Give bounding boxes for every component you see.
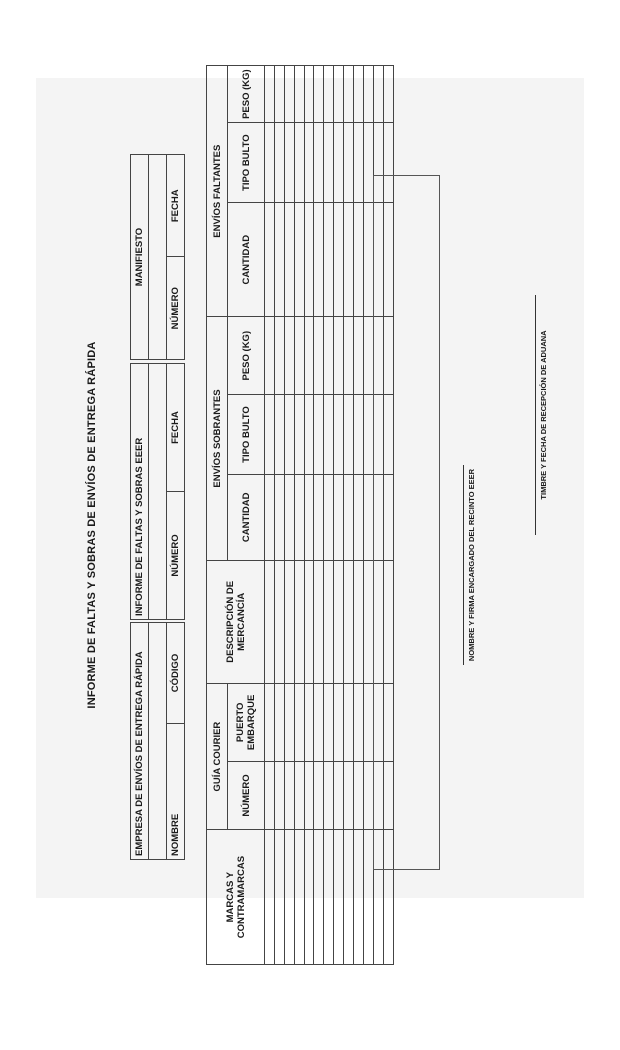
table-row: [294, 66, 304, 965]
table-cell[interactable]: [334, 761, 344, 830]
col-guia-puerto: PUERTO EMBARQUE: [228, 684, 265, 762]
table-cell[interactable]: [284, 560, 294, 683]
table-cell[interactable]: [314, 395, 324, 475]
table-cell[interactable]: [354, 684, 364, 762]
table-cell[interactable]: [284, 317, 294, 395]
col-envios-faltantes: ENVÍOS FALTANTES: [207, 66, 228, 317]
aduana-stamp-line: [535, 295, 536, 535]
table-cell[interactable]: [274, 684, 284, 762]
table-cell[interactable]: [265, 830, 275, 965]
table-cell[interactable]: [354, 761, 364, 830]
table-cell[interactable]: [344, 474, 354, 560]
table-row: [334, 66, 344, 965]
table-cell[interactable]: [344, 203, 354, 317]
table-cell[interactable]: [294, 123, 304, 203]
table-cell[interactable]: [314, 66, 324, 123]
report-header-table: [130, 363, 185, 620]
table-cell[interactable]: [363, 395, 373, 475]
table-cell[interactable]: [334, 317, 344, 395]
table-cell[interactable]: [344, 830, 354, 965]
table-cell[interactable]: [284, 830, 294, 965]
table-cell[interactable]: [284, 66, 294, 123]
table-cell[interactable]: [354, 395, 364, 475]
table-cell[interactable]: [354, 203, 364, 317]
table-cell[interactable]: [304, 395, 314, 475]
table-cell[interactable]: [363, 203, 373, 317]
table-cell[interactable]: [294, 474, 304, 560]
table-cell[interactable]: [344, 395, 354, 475]
col-envios-sobrantes: ENVÍOS SOBRANTES: [207, 317, 228, 560]
table-cell[interactable]: [304, 830, 314, 965]
table-cell[interactable]: [304, 684, 314, 762]
col-sobrantes-tipo-bulto: TIPO BULTO: [228, 395, 265, 475]
table-cell[interactable]: [344, 66, 354, 123]
col-marcas: MARCAS Y CONTRAMARCAS: [207, 830, 265, 965]
table-row: [304, 66, 314, 965]
table-cell[interactable]: [265, 474, 275, 560]
table-cell[interactable]: [354, 560, 364, 683]
table-cell[interactable]: [304, 560, 314, 683]
form-sheet: [80, 65, 560, 965]
table-cell[interactable]: [363, 684, 373, 762]
table-cell[interactable]: [344, 317, 354, 395]
table-cell[interactable]: [284, 203, 294, 317]
table-cell[interactable]: [274, 66, 284, 123]
table-cell[interactable]: [265, 684, 275, 762]
table-row: [363, 66, 373, 965]
table-cell[interactable]: [274, 395, 284, 475]
table-cell[interactable]: [294, 317, 304, 395]
table-cell[interactable]: [265, 761, 275, 830]
table-cell[interactable]: [354, 830, 364, 965]
table-cell[interactable]: [265, 123, 275, 203]
table-cell[interactable]: [324, 66, 334, 123]
table-row: [274, 66, 284, 965]
table-row: [284, 66, 294, 965]
table-cell[interactable]: [274, 203, 284, 317]
col-guia-numero: NÚMERO: [228, 761, 265, 830]
report-blank-cell[interactable]: [149, 364, 167, 620]
table-cell[interactable]: [344, 123, 354, 203]
table-cell[interactable]: [294, 66, 304, 123]
table-cell[interactable]: [284, 395, 294, 475]
table-cell[interactable]: [324, 830, 334, 965]
col-faltantes-tipo-bulto: TIPO BULTO: [228, 123, 265, 203]
table-cell[interactable]: [363, 830, 373, 965]
table-cell[interactable]: [363, 123, 373, 203]
table-cell[interactable]: [334, 395, 344, 475]
encargado-signature-caption: NOMBRE Y FIRMA ENCARGADO DEL RECINTO EEER: [467, 468, 476, 662]
table-cell[interactable]: [294, 684, 304, 762]
table-cell[interactable]: [354, 317, 364, 395]
table-cell[interactable]: [324, 203, 334, 317]
table-cell[interactable]: [324, 761, 334, 830]
table-cell[interactable]: [334, 66, 344, 123]
manifest-header: MANIFIESTO: [131, 155, 149, 360]
table-cell[interactable]: [265, 66, 275, 123]
table-cell[interactable]: [265, 560, 275, 683]
table-cell[interactable]: [324, 317, 334, 395]
table-cell[interactable]: [274, 474, 284, 560]
table-cell[interactable]: [314, 761, 324, 830]
table-cell[interactable]: [314, 560, 324, 683]
table-cell[interactable]: [265, 317, 275, 395]
table-cell[interactable]: [324, 560, 334, 683]
table-cell[interactable]: [344, 560, 354, 683]
col-faltantes-peso: PESO (KG): [228, 66, 265, 123]
table-cell[interactable]: [284, 761, 294, 830]
company-name-label: NOMBRE: [167, 724, 185, 860]
table-cell[interactable]: [304, 66, 314, 123]
table-cell[interactable]: [344, 684, 354, 762]
table-cell[interactable]: [363, 560, 373, 683]
table-cell[interactable]: [284, 474, 294, 560]
table-cell[interactable]: [304, 123, 314, 203]
col-sobrantes-peso: PESO (KG): [228, 317, 265, 395]
company-blank-cell[interactable]: [149, 623, 167, 860]
table-cell[interactable]: [324, 123, 334, 203]
table-cell[interactable]: [304, 317, 314, 395]
signature-box[interactable]: [373, 175, 440, 870]
table-cell[interactable]: [324, 395, 334, 475]
table-row: [324, 66, 334, 965]
table-cell[interactable]: [274, 123, 284, 203]
company-code-label: CÓDIGO: [167, 623, 185, 724]
table-cell[interactable]: [354, 474, 364, 560]
table-row: [265, 66, 275, 965]
table-cell[interactable]: [383, 66, 393, 123]
table-cell[interactable]: [334, 560, 344, 683]
table-cell[interactable]: [304, 761, 314, 830]
table-cell[interactable]: [334, 830, 344, 965]
table-cell[interactable]: [373, 66, 383, 123]
report-number-label: NÚMERO: [167, 492, 185, 620]
report-header: INFORME DE FALTAS Y SOBRAS EEER: [131, 364, 149, 620]
manifest-date-label: FECHA: [167, 155, 185, 258]
table-cell[interactable]: [363, 474, 373, 560]
form-title: INFORME DE FALTAS Y SOBRAS DE ENVÍOS DE ENTREGA RÁPIDA: [86, 341, 98, 709]
table-cell[interactable]: [334, 684, 344, 762]
table-cell[interactable]: [294, 830, 304, 965]
table-cell[interactable]: [265, 395, 275, 475]
table-cell[interactable]: [304, 474, 314, 560]
table-cell[interactable]: [334, 203, 344, 317]
table-cell[interactable]: [274, 317, 284, 395]
company-header-table: [130, 622, 185, 860]
table-cell[interactable]: [363, 317, 373, 395]
table-cell[interactable]: [294, 761, 304, 830]
table-cell[interactable]: [274, 830, 284, 965]
table-cell[interactable]: [294, 203, 304, 317]
col-faltantes-cantidad: CANTIDAD: [228, 203, 265, 317]
table-cell[interactable]: [324, 684, 334, 762]
table-cell[interactable]: [334, 474, 344, 560]
table-cell[interactable]: [334, 123, 344, 203]
table-cell[interactable]: [314, 684, 324, 762]
table-cell[interactable]: [354, 66, 364, 123]
table-cell[interactable]: [294, 560, 304, 683]
table-cell[interactable]: [314, 123, 324, 203]
table-cell[interactable]: [354, 123, 364, 203]
table-row: [354, 66, 364, 965]
table-cell[interactable]: [304, 203, 314, 317]
table-row: [344, 66, 354, 965]
table-cell[interactable]: [314, 830, 324, 965]
manifest-header-table: [130, 154, 185, 360]
table-cell[interactable]: [314, 474, 324, 560]
manifest-number-label: NÚMERO: [167, 257, 185, 360]
table-cell[interactable]: [363, 66, 373, 123]
aduana-stamp-caption: TIMBRE Y FECHA DE RECEPCIÓN DE ADUANA: [539, 330, 548, 500]
company-header: EMPRESA DE ENVÍOS DE ENTREGA RÁPIDA: [131, 623, 149, 860]
col-guia-courier: GUÍA COURIER: [207, 684, 228, 830]
table-cell[interactable]: [324, 474, 334, 560]
table-cell[interactable]: [274, 761, 284, 830]
report-date-label: FECHA: [167, 364, 185, 492]
encargado-signature-line: [463, 465, 464, 665]
shipments-table: [206, 65, 394, 965]
table-cell[interactable]: [284, 684, 294, 762]
table-cell[interactable]: [314, 203, 324, 317]
col-descripcion: DESCRIPCIÓN DE MERCANCÍA: [207, 560, 265, 683]
col-sobrantes-cantidad: CANTIDAD: [228, 474, 265, 560]
manifest-blank-cell[interactable]: [149, 155, 167, 360]
table-cell[interactable]: [363, 761, 373, 830]
table-cell[interactable]: [294, 395, 304, 475]
table-cell[interactable]: [344, 761, 354, 830]
table-cell[interactable]: [265, 203, 275, 317]
table-cell[interactable]: [284, 123, 294, 203]
table-cell[interactable]: [274, 560, 284, 683]
table-cell[interactable]: [314, 317, 324, 395]
table-row: [314, 66, 324, 965]
